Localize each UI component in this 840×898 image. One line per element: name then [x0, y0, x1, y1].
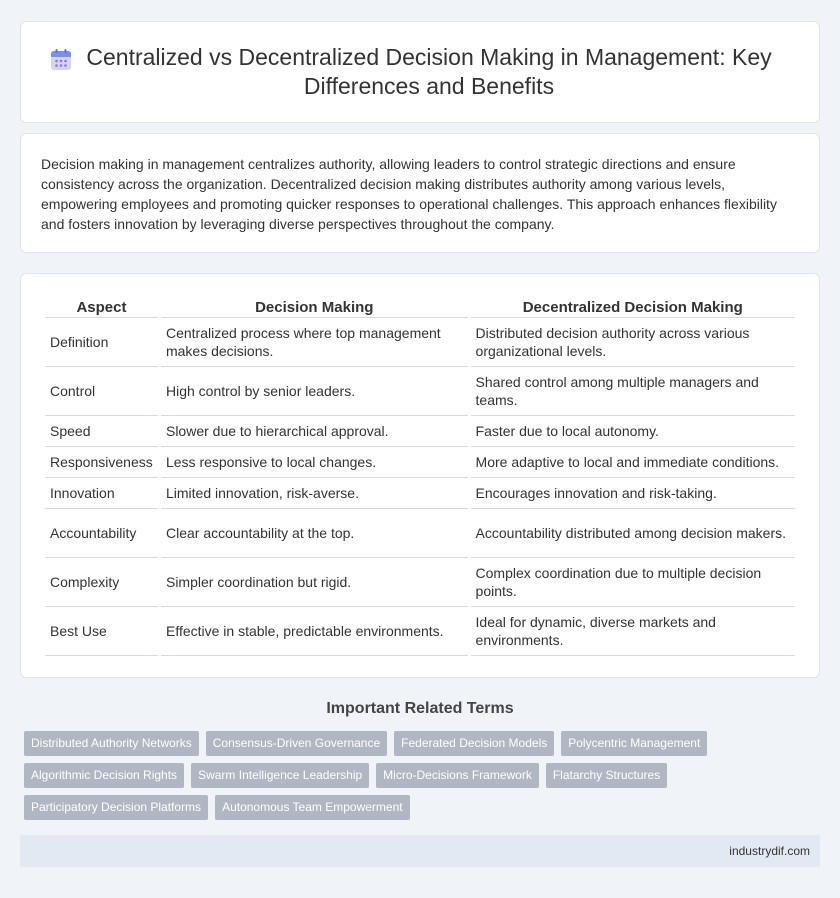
cell-decentralized: Distributed decision authority across various organizational levels. [471, 318, 795, 367]
related-terms-tags [24, 731, 814, 827]
cell-centralized: High control by senior leaders. [161, 367, 468, 416]
cell-decentralized: Complex coordination due to multiple decision points. [471, 558, 795, 607]
table-row [45, 416, 795, 447]
cell-centralized: Limited innovation, risk-averse. [161, 478, 468, 509]
cell-aspect: Speed [45, 416, 158, 447]
table-row [45, 478, 795, 509]
cell-centralized: Less responsive to local changes. [161, 447, 468, 478]
column-header-aspect: Aspect [45, 292, 158, 318]
related-term-tag[interactable]: Autonomous Team Empowerment [215, 795, 410, 820]
tag-row [24, 763, 814, 788]
footer [20, 835, 820, 867]
related-term-tag[interactable]: Polycentric Management [561, 731, 707, 756]
table-row [45, 447, 795, 478]
cell-centralized: Centralized process where top management makes decisions. [161, 318, 468, 367]
cell-aspect: Accountability [45, 509, 158, 558]
related-terms-heading: Important Related Terms [326, 700, 514, 717]
cell-centralized: Effective in stable, predictable environments. [161, 607, 468, 656]
table-row [45, 367, 795, 416]
cell-aspect: Definition [45, 318, 158, 367]
cell-decentralized: More adaptive to local and immediate conditions. [471, 447, 795, 478]
cell-centralized: Simpler coordination but rigid. [161, 558, 468, 607]
cell-centralized: Slower due to hierarchical approval. [161, 416, 468, 447]
related-term-tag[interactable]: Swarm Intelligence Leadership [191, 763, 369, 788]
footer-site-link[interactable]: industrydif.com [729, 844, 810, 858]
related-term-tag[interactable]: Consensus-Driven Governance [206, 731, 387, 756]
cell-decentralized: Faster due to local autonomy. [471, 416, 795, 447]
cell-decentralized: Encourages innovation and risk-taking. [471, 478, 795, 509]
related-term-tag[interactable]: Federated Decision Models [394, 731, 554, 756]
column-header-decentralized: Decentralized Decision Making [471, 292, 795, 318]
table-row [45, 509, 795, 558]
column-header-decision-making: Decision Making [161, 292, 468, 318]
table-header-row [45, 292, 795, 318]
tag-row [24, 731, 814, 756]
comparison-table [42, 292, 798, 656]
cell-aspect: Complexity [45, 558, 158, 607]
related-term-tag[interactable]: Flatarchy Structures [546, 763, 667, 788]
cell-aspect: Control [45, 367, 158, 416]
page-title: Centralized vs Decentralized Decision Making in Management: Key Differences and Benefits [86, 44, 772, 99]
cell-decentralized: Ideal for dynamic, diverse markets and environments. [471, 607, 795, 656]
cell-aspect: Responsiveness [45, 447, 158, 478]
intro-paragraph: Decision making in management centralizes authority, allowing leaders to control strategic directions and ensure consistency across the organization. Decentralized decision making distributes authority among various levels, empowering employees and promoting quicker responses to operational challenges. This approach enhances flexibility and fosters innovation by leveraging diverse perspectives throughout the company. [41, 156, 777, 232]
table-row [45, 318, 795, 367]
cell-aspect: Innovation [45, 478, 158, 509]
table-row [45, 558, 795, 607]
tag-row [24, 795, 814, 820]
comparison-card [20, 273, 820, 678]
cell-decentralized: Accountability distributed among decision makers. [471, 509, 795, 558]
intro-card [20, 133, 820, 253]
related-term-tag[interactable]: Micro-Decisions Framework [376, 763, 539, 788]
cell-centralized: Clear accountability at the top. [161, 509, 468, 558]
cell-aspect: Best Use [45, 607, 158, 656]
header-card [20, 21, 820, 123]
table-row [45, 607, 795, 656]
related-term-tag[interactable]: Algorithmic Decision Rights [24, 763, 184, 788]
related-term-tag[interactable]: Participatory Decision Platforms [24, 795, 208, 820]
cell-decentralized: Shared control among multiple managers and teams. [471, 367, 795, 416]
related-term-tag[interactable]: Distributed Authority Networks [24, 731, 199, 756]
